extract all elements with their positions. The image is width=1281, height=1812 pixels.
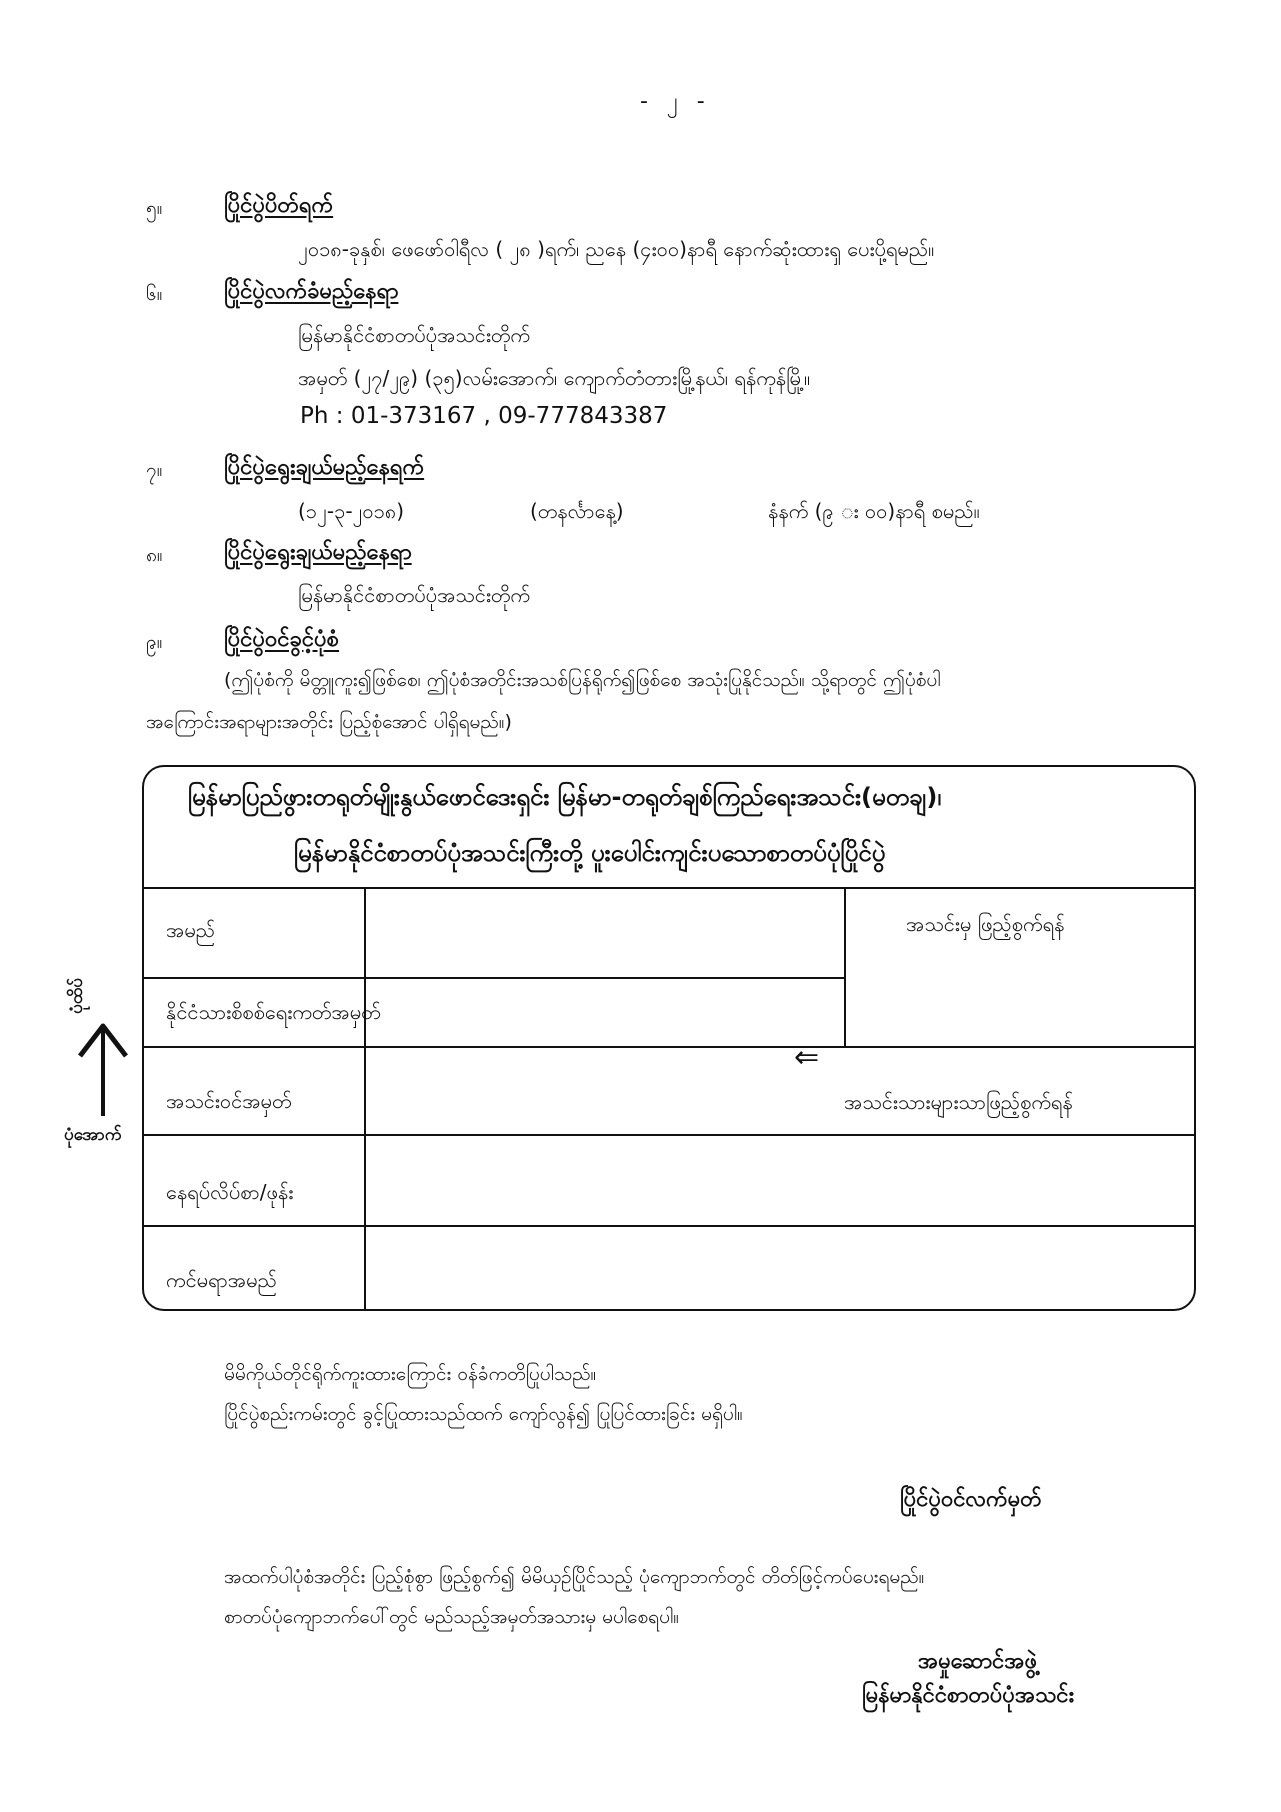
section-8-line: မြန်မာနိုင်ငံစာတပ်ပုံအသင်းတိုက် [298,583,530,607]
section-6-line-1: မြန်မာနိုင်ငံစာတပ်ပုံအသင်းတိုက် [298,323,530,347]
section-9-heading: ပြိုင်ပွဲဝင်ခွင့်ပုံစံ [224,627,340,652]
form-row-label-member-no: အသင်းဝင်အမှတ် [166,1089,292,1113]
section-9-line-2: အကြောင်းအရာများအတိုင်း ပြည့်စုံအောင် ပါရှိရမည်။) [146,711,512,733]
form-divider [144,977,845,979]
section-7-number: ၇။ [146,459,163,481]
form-input-address[interactable] [367,1137,1193,1224]
declaration-line-1: မိမိကိုယ်တိုင်ရိုက်ကူးထားကြောင်း ဝန်ခံကတိပြုပါသည်။ [224,1363,597,1385]
form-divider [144,1134,1194,1136]
section-7-time: နံနက် (၉ း ၀၀)နာရီ စမည်။ [768,499,980,523]
section-7-date: (၁၂-၃-၂၀၁၈) [298,499,405,523]
form-row-label-nrc: နိုင်ငံသားစိစစ်ရေးကတ်အမှတ် [166,1000,381,1024]
form-input-name[interactable] [367,890,843,976]
form-divider [144,887,1194,889]
note-association-fill: အသင်းမှ ဖြည့်စွက်ရန် [906,912,1065,936]
signature-label: ပြိုင်ပွဲဝင်လက်မှတ် [900,1487,1042,1512]
left-double-arrow-icon: ⇐ [794,1040,820,1075]
section-6-number: ၆။ [146,283,163,305]
page-number: - ၂ - [640,89,711,114]
form-title-line-1: မြန်မာပြည်ဖွားတရုတ်မျိုးနွယ်ဖောင်ဒေးရှင်း မြန်မာ-တရုတ်ချစ်ကြည်ရေးအသင်း(မတချ)၊ [188,783,942,811]
section-7-day: (တနင်္လာနေ့) [530,499,624,523]
instruction-line-1: အထက်ပါပုံစံအတိုင်း ပြည့်စုံစွာ ဖြည့်စွက်၍ မိမိယှဉ်ပြိုင်သည့် ပုံကျောဘက်တွင် တိတ်ဖြင့်ကပ်ပေးရမည်။ [224,1566,925,1588]
section-6-heading: ပြိုင်ပွဲလက်ခံမည့်နေရာ [224,279,399,304]
section-9-number: ၉။ [146,631,163,653]
form-input-camera[interactable] [367,1228,1193,1310]
declaration-line-2: ပြိုင်ပွဲစည်းကမ်းတွင် ခွင့်ပြုထားသည်ထက် ကျော်လွန်၍ ပြုပြင်ထားခြင်း မရှိပါ။ [224,1403,743,1425]
section-9-line-1: (ဤပုံစံကို မိတ္တူကူး၍ဖြစ်စေ၊ ဤပုံစံအတိုင်းအသစ်ပြန်ရိုက်၍ဖြစ်စေ အသုံးပြုနိုင်သည်။ သို့ရာတွင် ဤပုံစံပါ [224,669,941,691]
form-divider [144,1046,1194,1048]
form-column-divider [844,887,846,1048]
form-column-divider [364,887,366,1311]
up-arrow-icon [76,1020,130,1120]
section-6-line-2: အမှတ် (၂၇/၂၉) (၃၅)လမ်းအောက်၊ ကျောက်တံတားမြို့နယ်၊ ရန်ကုန်မြို့။ [298,366,811,390]
footer-committee: အမှုဆောင်အဖွဲ့ [918,1649,1038,1674]
form-row-label-camera: ကင်မရာအမည် [166,1268,277,1292]
entry-form [142,765,1196,1311]
form-row-label-address: နေရပ်လိပ်စာ/ဖုန်း [166,1180,294,1204]
section-5-number: ၅။ [146,197,163,219]
section-8-heading: ပြိုင်ပွဲရွေးချယ်မည့်နေရာ [224,540,412,565]
form-title-line-2: မြန်မာနိုင်ငံစာတပ်ပုံအသင်းကြီးတို့ ပူးပေါင်းကျင်းပသောစာတပ်ပုံပြိုင်ပွဲ [294,839,886,867]
section-5-line: ၂၀၁၈-ခုနှစ်၊ ဖေဖော်ဝါရီလ ( ၂၈ )ရက်၊ ညနေ (၄း၀၀)နာရီ နောက်ဆုံးထားၡ ပေးပို့ရမည်။ [298,237,935,261]
photo-bottom-label: ပုံအောက် [64,1125,122,1145]
section-6-phone: Ph : 01-373167 , 09-777843387 [300,403,668,429]
footer-association: မြန်မာနိုင်ငံစာတပ်ပုံအသင်း [862,1683,1075,1708]
note-members-fill: အသင်းသားများသာဖြည့်စွက်ရန် [844,1090,1073,1114]
section-8-number: ၈။ [146,544,163,566]
section-5-heading: ပြိုင်ပွဲပိတ်ရက် [224,193,334,218]
form-row-label-name: အမည် [166,918,216,942]
photo-top-label: ပုံထိပ် [67,978,87,1014]
section-7-heading: ပြိုင်ပွဲရွေးချယ်မည့်နေရက် [224,455,425,480]
form-divider [144,1225,1194,1227]
instruction-line-2: စာတပ်ပုံကျောဘက်ပေါ်တွင် မည်သည့်အမှတ်အသားမှ မပါစေရပါ။ [224,1606,679,1628]
form-input-nrc[interactable] [367,980,843,1045]
